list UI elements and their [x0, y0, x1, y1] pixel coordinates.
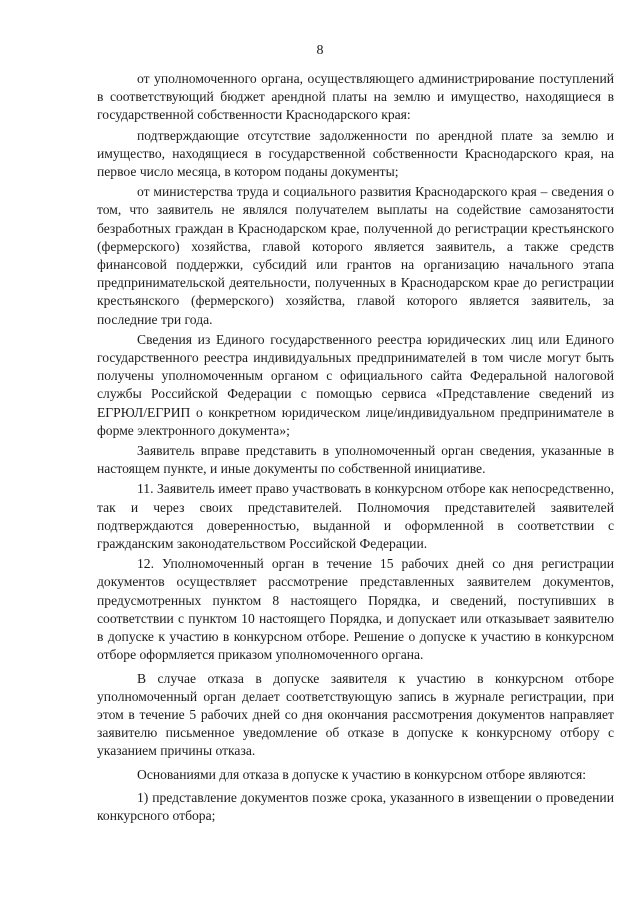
paragraph-refusal-grounds: Основаниями для отказа в допуске к участию в конкурсном отборе являются: [137, 766, 587, 782]
paragraph-ground-1: 1) представление документов позже срока, указанного в извещении о проведении конкурсного отбора; [97, 789, 614, 823]
paragraph-labor-ministry: от министерства труда и социального развития Краснодарского края – сведения о том, что заявитель не являлся получателем выплаты на содействие самозанятости безработных граждан в Краснодарском крае, полученной до регистрации крестьянского (фермерского) хозяйства, главой которого является заявитель, а также средств финансовой поддержки, субсидий или грантов на организацию начального этапа предпринимательской деятельности, полученных в Краснодарском крае до регистрации крестьянского (фермерского) хозяйства, главой которого является заявитель, за последние три года. [97, 184, 614, 327]
page-number: 8 [316, 43, 324, 58]
paragraph-refusal-case: В случае отказа в допуске заявителя к участию в конкурсном отборе уполномоченный орган делает соответствующую запись в журнале регистрации, при этом в течение 5 рабочих дней со дня окончания рассмотрения документов направляет заявителю письменное уведомление об отказе в допуске к конкурсному отбору с указанием причины отказа. [97, 670, 614, 759]
paragraph-registry-info: Сведения из Единого государственного реестра юридических лиц или Единого государственного реестра индивидуальных предпринимателей в том числе могут быть получены уполномоченным органом с официального сайта Федеральной налоговой службы Российской Федерации с помощью сервиса «Представление сведений из ЕГРЮЛ/ЕГРИП о конкретном юридическом лице/индивидуальном предпринимателе в форме электронного документа»; [97, 331, 614, 438]
paragraph-own-initiative: Заявитель вправе представить в уполномоченный орган сведения, указанные в настоящем пункте, и иные документы по собственной инициативе. [97, 443, 614, 477]
document-body [97, 70, 614, 825]
paragraph-no-debt: подтверждающие отсутствие задолженности по арендной плате за землю и имущество, находящиеся в государственной собственности Краснодарского края, на первое число месяца, в котором поданы документы; [97, 127, 614, 180]
paragraph-item-11: 11. Заявитель имеет право участвовать в конкурсном отборе как непосредственно, так и через своих представителей. Полномочия представителей заявителей подтверждаются доверенностью, выданной и оформленной в соответствии с гражданским законодательством Российской Федерации. [97, 481, 614, 552]
paragraph-item-12: 12. Уполномоченный орган в течение 15 рабочих дней со дня регистрации документов осуществляет рассмотрение представленных заявителем документов, предусмотренных пунктом 8 настоящего Порядка, и сведений, поступивших в соответствии с пунктом 10 настоящего Порядка, и допускает или отказывает заявителю в допуске к участию в конкурсном отборе. Решение о допуске к участию в конкурсном отборе оформляется приказом уполномоченного органа. [97, 556, 614, 663]
paragraph-admin-body: от уполномоченного органа, осуществляющего администрирование поступлений в соответствующий бюджет арендной платы на землю и имущество, находящиеся в государственной собственности Краснодарского края: [97, 71, 614, 123]
